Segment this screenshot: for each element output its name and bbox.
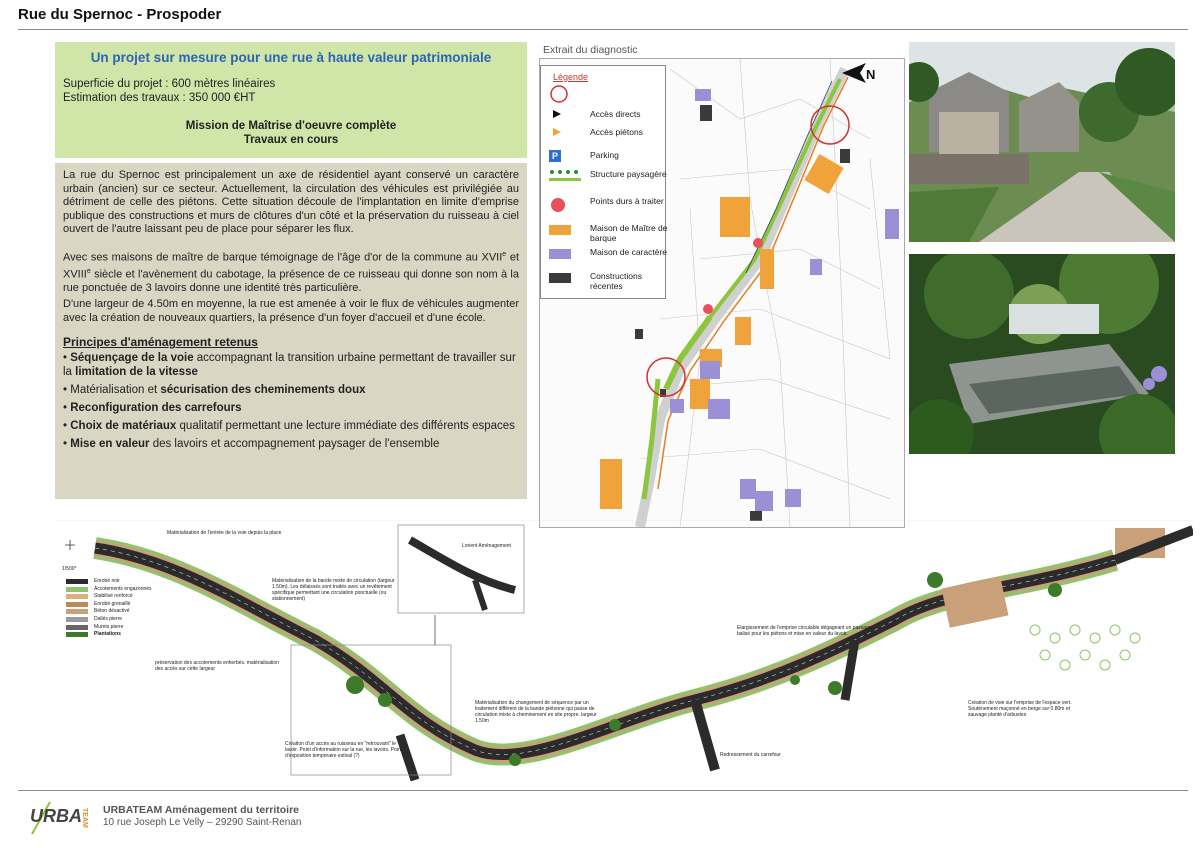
stream-photo — [909, 254, 1175, 454]
compass-icon — [65, 540, 75, 550]
plan-legend-item: Dallés pierre — [66, 616, 152, 624]
project-summary-box — [55, 42, 527, 158]
principle-item: • Choix de matériaux qualitatif permettant une lecture immédiate des différents espaces — [63, 420, 515, 433]
inset-caption: Lorient Aménagement — [462, 543, 511, 549]
plan-annotation: Création d'un accès au ruisseau en "retrouvant" le lavoir. Point d'information sur la rue, les lavoirs. Point d'exposition temporaire estival (?) — [285, 741, 403, 759]
diagnostic-caption: Extrait du diagnostic — [543, 44, 638, 56]
mission-status: Travaux en cours — [243, 134, 339, 146]
orange-square-icon — [549, 225, 571, 235]
firm-name: URBATEAM Aménagement du territoire — [103, 804, 300, 816]
plan-annotation: Redressement du carrefour — [720, 752, 781, 758]
plan-annotation: Création de voie sur l'emprise de l'espace vert. Soutènement maçonné en berge sur 0.80m et sauvage planté d'arbustes — [968, 700, 1072, 718]
description-paragraph-3: D'une largeur de 4.50m en moyenne, la rue est amenée à voir le flux de véhicules augmenter avec la création de nouveaux quartiers, la présence d'un foyer d'accueil et d'une école. — [63, 298, 519, 324]
site-plan — [55, 520, 1193, 790]
principle-item: • Séquençage de la voie accompagnant la transition urbaine permettant de travailler sur la limitation de la vitesse — [63, 352, 516, 379]
plan-legend-item: Murets pierre — [66, 624, 152, 632]
diagnostic-legend: Légende Accès directs Accès piétons P Parking Structure paysagère Points durs à traiter Maison de Maître de barque Maison de caractère Constructions récentes — [540, 65, 666, 299]
description-paragraph-2: Avec ses maisons de maître de barque témoignage de l'âge d'or de la commune au XVIIe et XVIIIe siècle et l'avènement du cabotage, la présence de ce ruisseau qui donne son nom à la rue ponctuée de 3 lavoirs donne une identité très particulière. — [63, 250, 519, 294]
north-arrow-label: N — [866, 67, 876, 82]
plan-scale: 1/500° — [62, 566, 77, 572]
logo-icon — [30, 796, 90, 838]
urbateam-logo — [30, 796, 90, 838]
parking-icon: P — [549, 150, 561, 162]
plan-annotation: Matérialisation de la bande mixte de circulation (largeur 1.50m). Les délaissés sont traités avec un revêtement spécifique permettant une circulation ponctuelle (ou stationnement) — [272, 578, 395, 602]
orange-arrow-icon — [549, 127, 569, 137]
principles-title: Principes d'aménagement retenus — [63, 335, 258, 350]
project-budget: Estimation des travaux : 350 000 €HT — [63, 92, 256, 104]
purple-square-icon — [549, 249, 571, 259]
principle-item: • Reconfiguration des carrefours — [63, 402, 242, 415]
footer-divider — [18, 790, 1188, 791]
mission-title: Mission de Maîtrise d'oeuvre complète — [185, 120, 397, 132]
street-photo — [909, 42, 1175, 242]
project-area: Superficie du projet : 600 mètres linéaires — [63, 78, 276, 90]
plan-legend-item: Plantations — [66, 631, 152, 639]
plan-annotation: Matérialisation de l'entrée de la voie depuis la place — [167, 530, 282, 536]
dark-square-icon — [549, 273, 571, 283]
legend-title: Légende — [553, 72, 589, 82]
plan-legend-item: Béton désactivé — [66, 608, 152, 616]
description-paragraph-1: La rue du Spernoc est principalement un axe de résidentiel ayant conservé un caractère urbain (ancien) sur ce secteur. Actuellement, la circulation des véhicules est privilégiée au détriment de celle des piétons. Cette situation découle de l'implantation en limite d'emprise publique des constructions et murs de clôtures d'un côté et la préservation du ruisseau à ciel ouvert de l'autre laissant peu de place pour séparer les flux. — [63, 169, 519, 235]
plan-legend-item: Enrobé grenaillé — [66, 601, 152, 609]
green-line-icon — [549, 169, 583, 183]
red-dot-icon — [549, 196, 569, 216]
plan-legend-item: Stabilisé renforcé — [66, 593, 152, 601]
red-circle-icon — [549, 84, 569, 104]
plan-annotation: Elargissement de l'emprise circulable dégageant un passage balisé pour les piétons et mise en valeur du lavoir. — [737, 625, 872, 637]
plan-legend-item: Accotements engazonnés — [66, 586, 152, 594]
header-divider — [18, 29, 1188, 30]
svg-text:TEAM: TEAM — [81, 808, 88, 828]
black-arrow-icon — [549, 109, 569, 119]
plan-annotation: préservation des accotements enherbés. matérialisation des accès sur cette largeur — [155, 660, 279, 672]
page-title: Rue du Spernoc - Prospoder — [18, 6, 222, 23]
project-description-box — [55, 163, 527, 499]
principle-item: • Mise en valeur des lavoirs et accompagnement paysager de l'ensemble — [63, 438, 440, 451]
principle-item: • Matérialisation et sécurisation des cheminements doux — [63, 384, 366, 397]
plan-legend — [66, 578, 152, 639]
firm-address: 10 rue Joseph Le Velly – 29290 Saint-Renan — [103, 817, 302, 828]
plan-legend-item: Enrobé noir — [66, 578, 152, 586]
plan-annotation: Matérialisation du changement de séquence par un traitement différent de la bande piétonne qui passe de circulation mixte à cheminement en site propre. largeur 1.50m — [475, 700, 597, 724]
svg-text:URBA: URBA — [30, 806, 82, 826]
summary-heading: Un projet sur mesure pour une rue à haute valeur patrimoniale — [90, 50, 492, 65]
